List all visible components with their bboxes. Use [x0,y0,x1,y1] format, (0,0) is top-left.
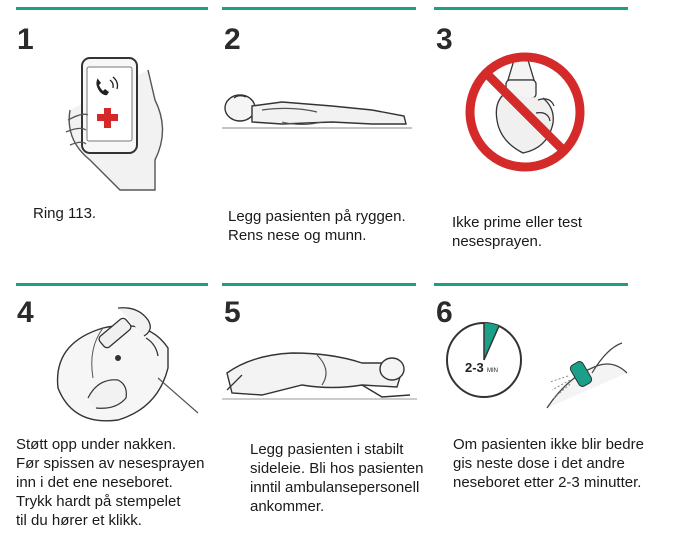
recovery-position-icon [222,335,417,405]
caption-line: Ikke prime eller test [452,214,583,231]
head-support-spray-icon [48,308,208,433]
timer-spray-icon [442,318,642,428]
step-5-divider [222,283,416,286]
step-4-divider [16,283,208,286]
caption-line: Rens nese og munn. [228,227,367,244]
caption-line: Trykk hardt på stempelet [16,493,181,510]
step-1-divider [16,7,208,10]
phone-in-hand-icon [60,50,180,195]
step-4-number: 4 [17,296,34,329]
caption-line: Ring 113. [33,205,97,222]
caption-line: Legg pasienten i stabilt [250,441,404,458]
step-3-divider [434,7,628,10]
patient-on-back-icon [222,88,412,143]
step-1-caption [33,204,96,223]
step-3-caption [452,213,582,251]
step-6-caption [453,435,644,492]
step-4-caption [16,435,204,530]
step-1-number: 1 [17,23,34,56]
timer-label: 2-3 [465,360,484,375]
caption-line: til du hører et klikk. [16,512,142,529]
step-6-number: 6 [436,296,453,329]
caption-line: Legg pasienten på ryggen. [228,208,406,225]
caption-line: inn i det ene neseboret. [16,474,173,491]
step-2-divider [222,7,416,10]
timer-unit: MIN [487,368,498,374]
step-2-caption [228,207,406,245]
step-5-number: 5 [224,296,241,329]
caption-line: sideleie. Bli hos pasienten [250,460,424,477]
caption-line: inntil ambulansepersonell [250,479,420,496]
no-priming-spray-icon [458,45,593,180]
caption-line: Støtt opp under nakken. [16,436,177,453]
caption-line: neseboret etter 2-3 minutter. [453,474,642,491]
caption-line: Før spissen av nesesprayen [16,455,205,472]
step-2-number: 2 [224,23,241,56]
caption-line: Om pasienten ikke blir bedre [453,436,644,453]
caption-line: nesesprayen. [452,233,543,250]
step-5-caption [250,440,423,516]
caption-line: ankommer. [250,498,325,515]
step-6-divider [434,283,628,286]
step-3-number: 3 [436,23,453,56]
caption-line: gis neste dose i det andre [453,455,625,472]
